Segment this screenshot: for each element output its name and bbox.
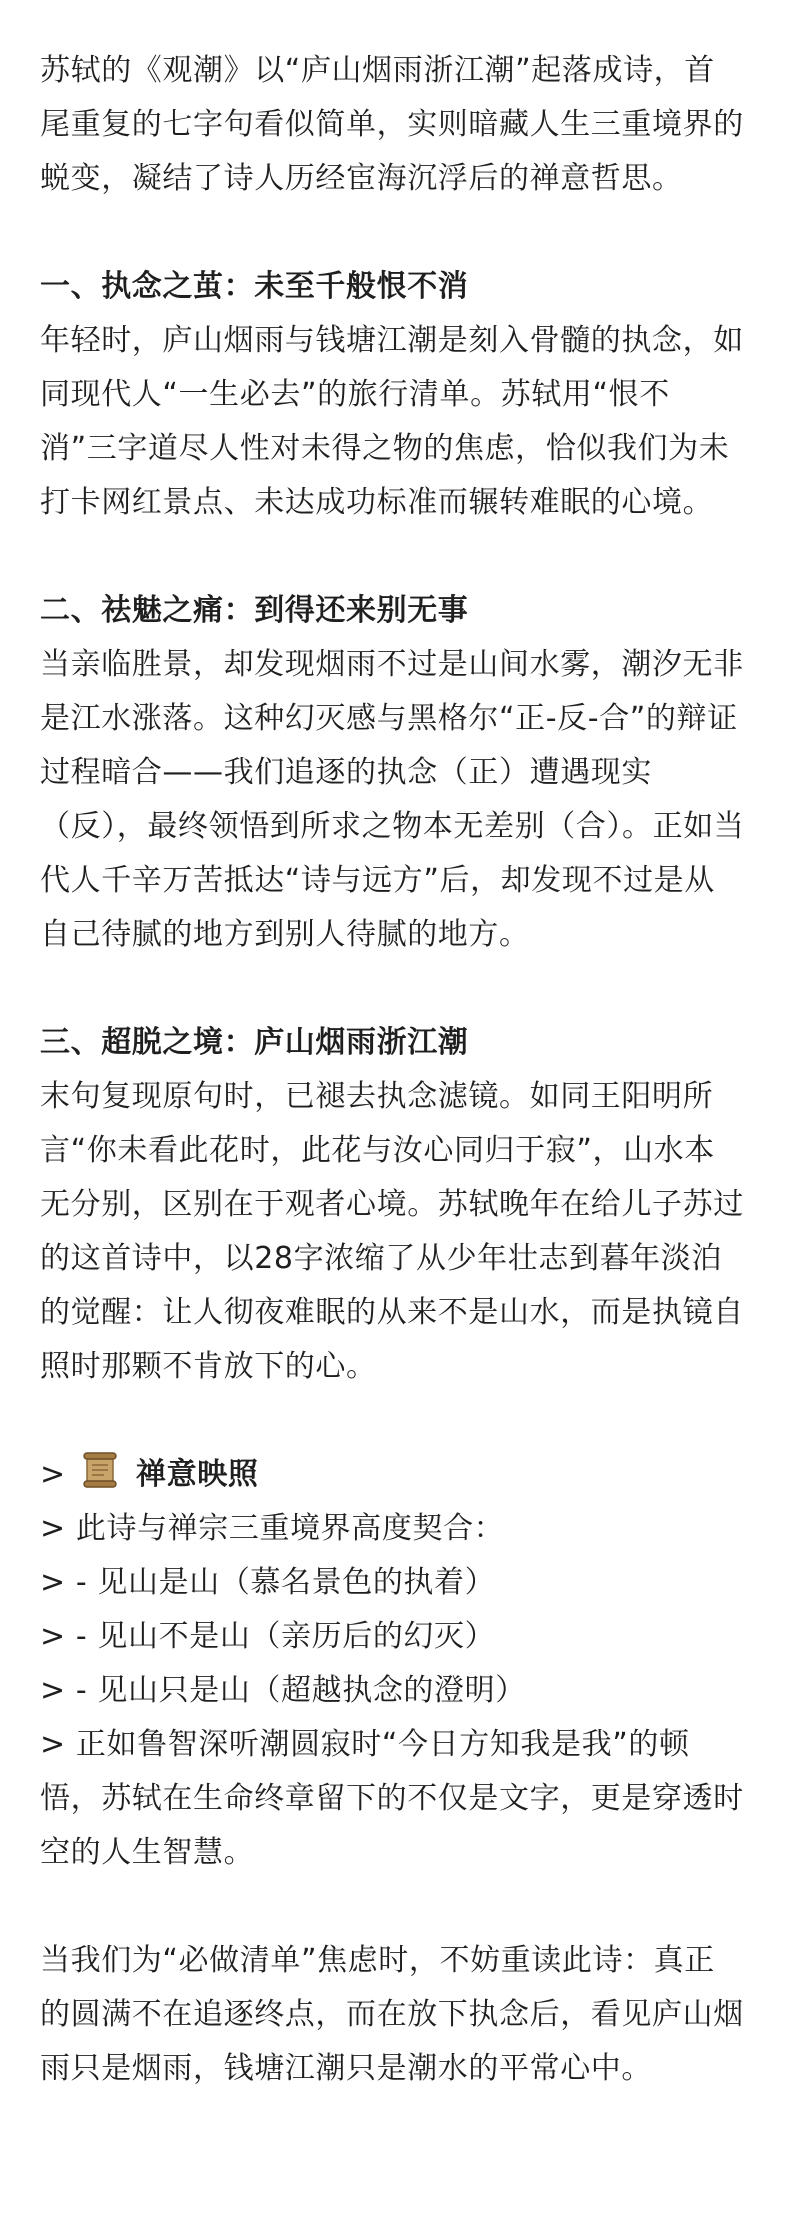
paragraph-gap — [40, 962, 745, 1016]
conclusion-paragraph: 当我们为“必做清单”焦虑时，不妨重读此诗：真正的圆满不在追逐终点，而在放下执念后，看见庐山烟雨只是烟雨，钱塘江潮只是潮水的平常心中。 — [40, 1943, 744, 2086]
section-heading-2: 二、祛魅之痛：到得还来别无事 — [40, 593, 469, 628]
quote-marker: > — [40, 1457, 66, 1492]
section-body-3: 末句复现原句时，已褪去执念滤镜。如同王阳明所言“你未看此花时，此花与汝心同归于寂”，山水本无分别，区别在于观者心境。苏轼晚年在给儿子苏过的这首诗中，以28字浓缩了从少年壮志到暮年淡泊的觉醒：让人彻夜难眠的从来不是山水，而是执镜自照时那颗不肯放下的心。 — [40, 1079, 744, 1384]
quote-title: 禅意映照 — [136, 1457, 259, 1492]
quote-line-4: > - 见山只是山（超越执念的澄明） — [40, 1673, 526, 1708]
paragraph-gap — [40, 1880, 745, 1934]
section-heading-3: 三、超脱之境：庐山烟雨浙江潮 — [40, 1025, 469, 1060]
paragraph-gap — [40, 530, 745, 584]
paragraph-gap — [40, 206, 745, 260]
scroll-icon — [80, 1450, 120, 1490]
quote-block — [40, 1448, 745, 1880]
section-heading-1: 一、执念之茧：未至千般恨不消 — [40, 269, 469, 304]
section-body-1: 年轻时，庐山烟雨与钱塘江潮是刻入骨髓的执念，如同现代人“一生必去”的旅行清单。苏轼用“恨不消”三字道尽人性对未得之物的焦虑，恰似我们为未打卡网红景点、未达成功标准而辗转难眠的心境。 — [40, 323, 744, 520]
quote-title-line — [40, 1448, 745, 1502]
intro-paragraph: 苏轼的《观潮》以“庐山烟雨浙江潮”起落成诗，首尾重复的七字句看似简单，实则暗藏人生三重境界的蜕变，凝结了诗人历经宦海沉浮后的禅意哲思。 — [40, 53, 744, 196]
section-body-2: 当亲临胜景，却发现烟雨不过是山间水雾，潮汐无非是江水涨落。这种幻灭感与黑格尔“正-反-合”的辩证过程暗合——我们追逐的执念（正）遭遇现实（反），最终领悟到所求之物本无差别（合）。正如当代人千辛万苦抵达“诗与远方”后，却发现不过是从自己待腻的地方到别人待腻的地方。 — [40, 647, 745, 952]
paragraph-gap — [40, 1394, 745, 1448]
quote-line-2: > - 见山是山（慕名景色的执着） — [40, 1565, 496, 1600]
quote-line-3: > - 见山不是山（亲历后的幻灭） — [40, 1619, 496, 1654]
quote-line-5: > 正如鲁智深听潮圆寂时“今日方知我是我”的顿悟，苏轼在生命终章留下的不仅是文字，更是穿透时空的人生智慧。 — [40, 1727, 744, 1870]
quote-line-1: > 此诗与禅宗三重境界高度契合： — [40, 1511, 505, 1546]
